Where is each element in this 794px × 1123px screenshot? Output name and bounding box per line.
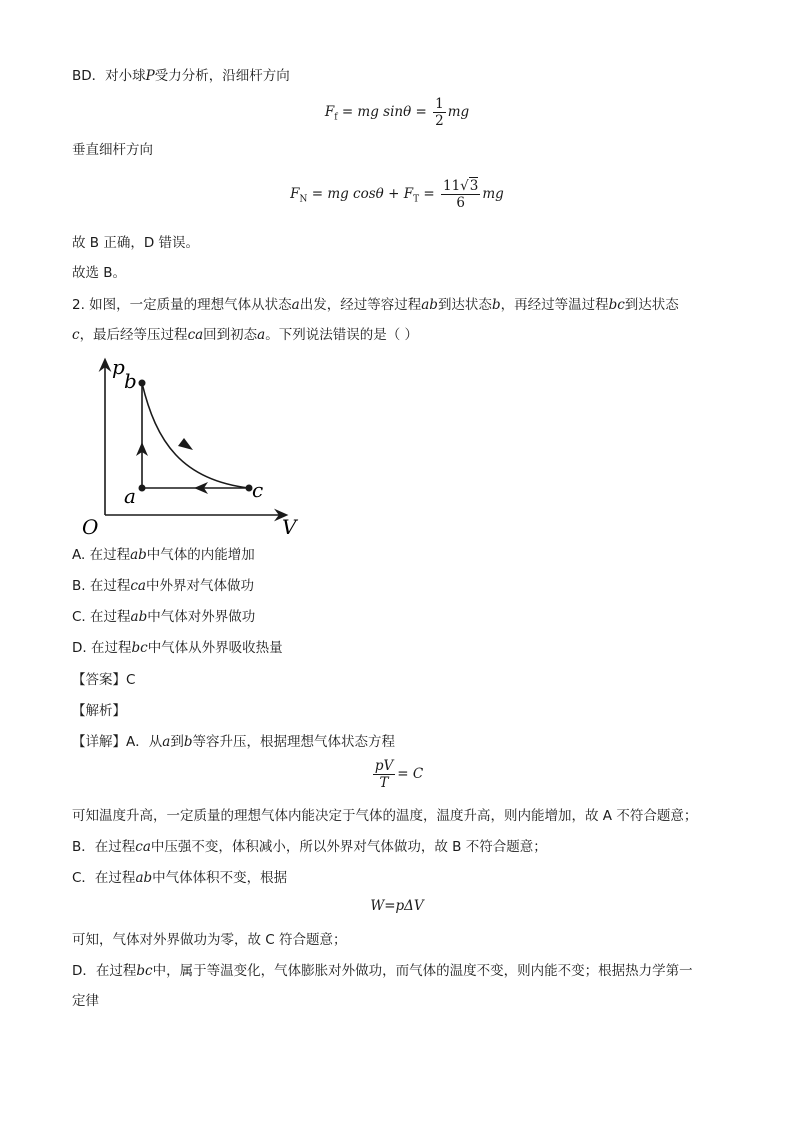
- conclusion-line: 故 B 正确，D 错误。: [72, 235, 200, 251]
- option-b-analysis: B．在过程ca中压强不变，体积减小，所以外界对气体做功，故 B 不符合题意；: [72, 839, 547, 855]
- arrow-bc: [178, 438, 193, 450]
- analysis-tag: 【解析】: [72, 703, 126, 719]
- point-b: [139, 380, 146, 387]
- pv-diagram: [72, 352, 312, 542]
- option-a[interactable]: A. 在过程ab中气体的内能增加: [72, 547, 255, 563]
- detail-line: 【详解】A．从a到b等容升压，根据理想气体状态方程: [72, 734, 395, 750]
- equation-friction: $F_f$ = mg sinθ = $\frac{1}{2}$ mg: [324, 96, 470, 129]
- bd-analysis-line: BD．对小球P受力分析，沿细杆方向: [72, 68, 290, 84]
- question-2-line-1: 2. 如图，一定质量的理想气体从状态a出发，经过等容过程ab到达状态b，再经过等温过程bc到达状态: [72, 297, 679, 313]
- label-V: V: [282, 515, 297, 539]
- temperature-line: 可知温度升高，一定质量的理想气体内能决定于气体的温度，温度升高，则内能增加，故 A 不符合题意；: [72, 808, 698, 824]
- choice-line: 故选 B。: [72, 265, 127, 281]
- equation-work: W=pΔV: [370, 898, 424, 914]
- option-b[interactable]: B. 在过程ca中外界对气体做功: [72, 578, 254, 594]
- label-c: c: [252, 478, 264, 502]
- option-d[interactable]: D. 在过程bc中气体从外界吸收热量: [72, 640, 283, 656]
- label-p: p: [112, 355, 125, 379]
- option-c[interactable]: C. 在过程ab中气体对外界做功: [72, 609, 256, 625]
- perpendicular-direction-line: 垂直细杆方向: [72, 142, 153, 158]
- label-a: a: [124, 484, 136, 508]
- question-2-line-2: c，最后经等压过程ca回到初态a。下列说法错误的是（ ）: [72, 327, 419, 343]
- equation-state: $\frac{pV}{T}$ = C: [374, 758, 424, 791]
- option-d-analysis: D．在过程bc中，属于等温变化，气体膨胀对外做功，而气体的温度不变，则内能不变；根据热力学第一: [72, 963, 693, 979]
- label-b: b: [124, 369, 137, 393]
- equation-normal-force: $F_N$ = mg $\cos\theta + F_T$ = $\frac{11√3}{6}$ mg: [290, 178, 504, 211]
- answer-line: 【答案】C: [72, 672, 136, 688]
- point-a: [139, 485, 146, 492]
- law-line: 定律: [72, 993, 99, 1009]
- label-O: O: [82, 515, 99, 539]
- process-bc: [142, 383, 249, 488]
- work-zero-line: 可知，气体对外界做功为零，故 C 符合题意；: [72, 932, 347, 948]
- option-c-analysis: C．在过程ab中气体体积不变，根据: [72, 870, 288, 886]
